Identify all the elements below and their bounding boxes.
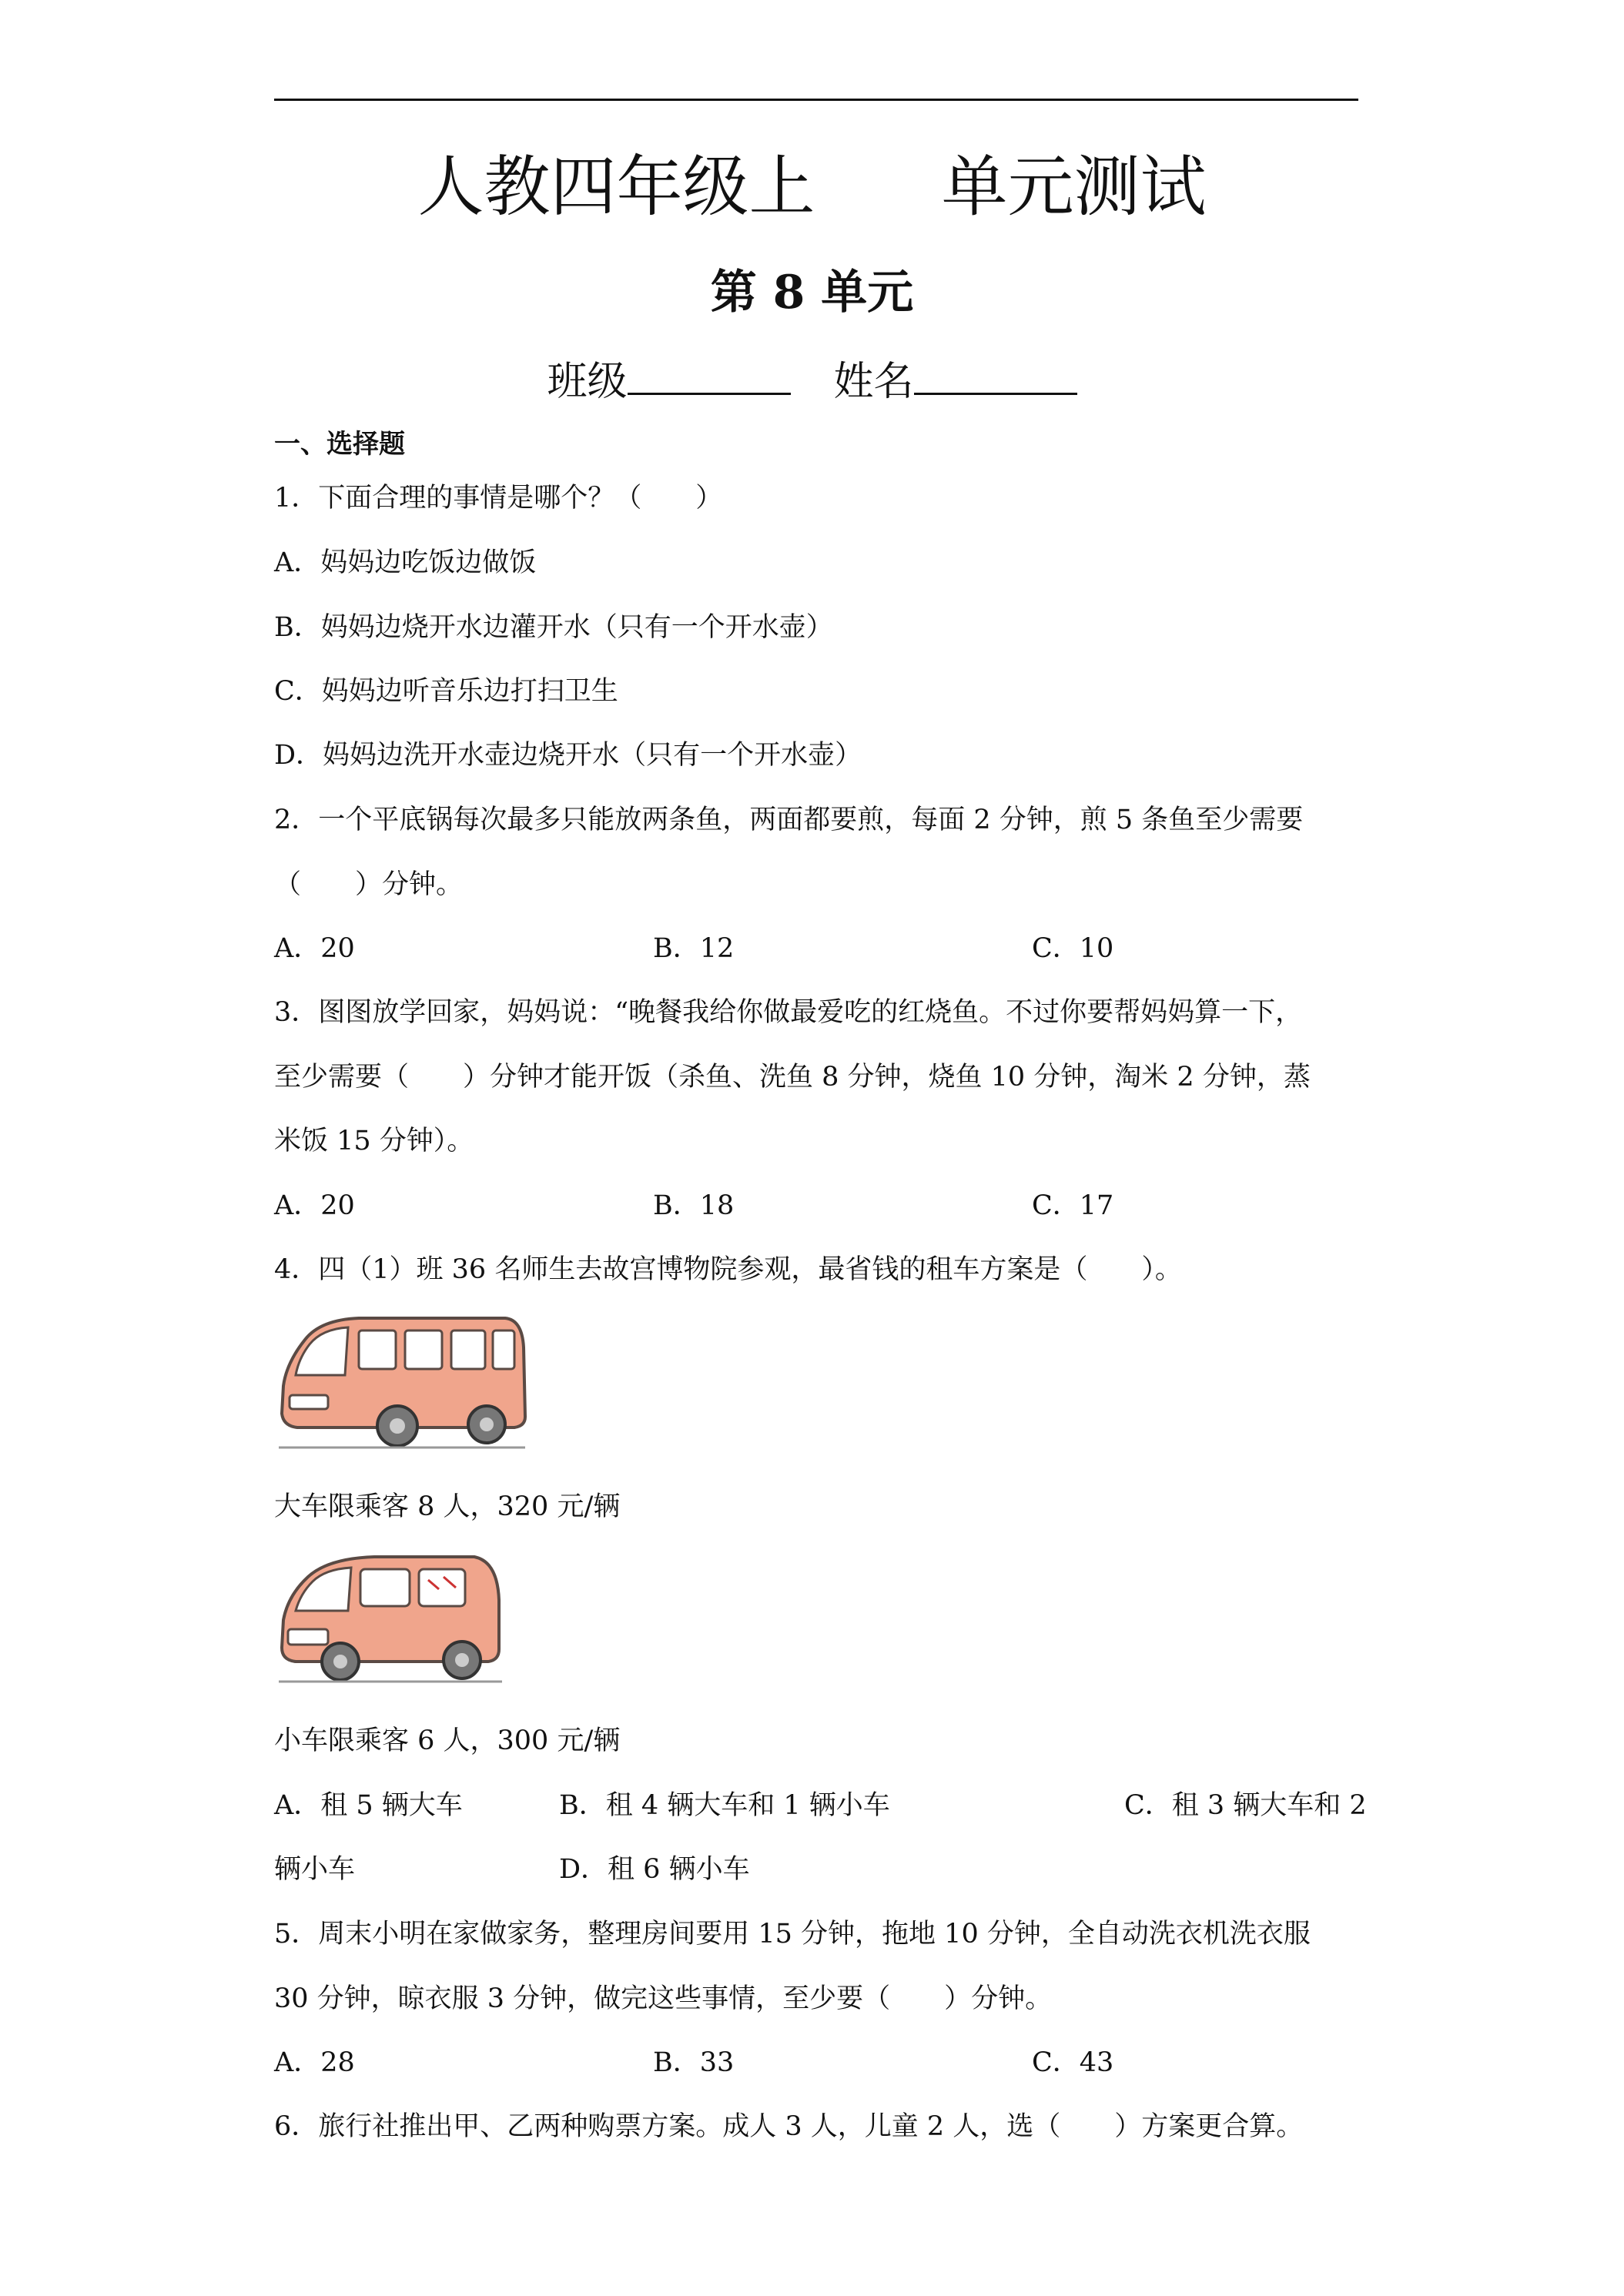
q5-stem-line-1: 5．周末小明在家做家务，整理房间要用 15 分钟，拖地 10 分钟，全自动洗衣机洗衣服 [274, 1919, 1311, 1950]
big-car-caption: 大车限乘客 8 人，320 元/辆 [274, 1491, 621, 1522]
big-van-image [274, 1309, 530, 1460]
q2-stem-line-1: 2．一个平底锅每次最多只能放两条鱼，两面都要煎，每面 2 分钟，煎 5 条鱼至少需要 [274, 805, 1304, 835]
q3-stem-line-1: 3．图图放学回家，妈妈说：“晚餐我给你做最爱吃的红烧鱼。不过你要帮妈妈算一下， [274, 997, 1303, 1028]
name-label: 姓名 [833, 359, 914, 405]
q2-option-c: C．10 [1032, 933, 1114, 964]
q5-option-c: C．43 [1032, 2047, 1114, 2078]
q1-option-b: B．妈妈边烧开水边灌开水（只有一个开水壶） [274, 612, 833, 643]
q5-stem-line-2: 30 分钟，晾衣服 3 分钟，做完这些事情，至少要（ ）分钟。 [274, 1983, 1053, 2014]
q2-option-b: B．12 [653, 933, 735, 964]
page-title: 人教四年级上 单元测试 [417, 149, 1207, 226]
q5-option-a: A．28 [274, 2047, 355, 2078]
q4-option-b: B．租 4 辆大车和 1 辆小车 [559, 1790, 890, 1821]
q1-stem: 1．下面合理的事情是哪个？（ ） [274, 483, 723, 514]
q4-option-d: D．租 6 辆小车 [559, 1854, 750, 1885]
q4-stem: 4．四（1）班 36 名师生去故宫博物院参观，最省钱的租车方案是（ ）。 [274, 1254, 1182, 1285]
q1-option-d: D．妈妈边洗开水壶边烧开水（只有一个开水壶） [274, 740, 862, 771]
q1-option-a: A．妈妈边吃饭边做饭 [274, 547, 537, 578]
q4-option-c-part2: 辆小车 [274, 1854, 356, 1885]
q3-stem-line-2: 至少需要（ ）分钟才能开饭（杀鱼、洗鱼 8 分钟，烧鱼 10 分钟，淘米 2 分钟，蒸 [274, 1062, 1311, 1093]
small-van-image [274, 1546, 505, 1694]
unit-subtitle: 第 8 单元 [710, 266, 914, 320]
q5-option-b: B．33 [653, 2047, 735, 2078]
student-info-line [0, 351, 1624, 409]
q2-option-a: A．20 [274, 933, 355, 964]
class-blank[interactable] [628, 351, 791, 395]
q3-option-c: C．17 [1032, 1190, 1114, 1221]
name-blank[interactable] [914, 351, 1077, 395]
section-title: 一、选择题 [274, 429, 405, 460]
q3-option-a: A．20 [274, 1190, 355, 1221]
q1-option-c: C．妈妈边听音乐边打扫卫生 [274, 676, 618, 707]
q3-stem-line-3: 米饭 15 分钟）。 [274, 1126, 474, 1156]
top-rule [274, 99, 1358, 101]
q4-option-a: A．租 5 辆大车 [274, 1790, 463, 1821]
small-car-caption: 小车限乘客 6 人，300 元/辆 [274, 1725, 621, 1756]
q6-stem: 6．旅行社推出甲、乙两种购票方案。成人 3 人，儿童 2 人，选（ ）方案更合算。 [274, 2111, 1304, 2142]
q4-option-c-part1: C．租 3 辆大车和 2 [1124, 1790, 1367, 1821]
class-label: 班级 [547, 359, 628, 405]
q2-stem-line-2: （ ）分钟。 [274, 869, 464, 900]
q3-option-b: B．18 [653, 1190, 735, 1221]
